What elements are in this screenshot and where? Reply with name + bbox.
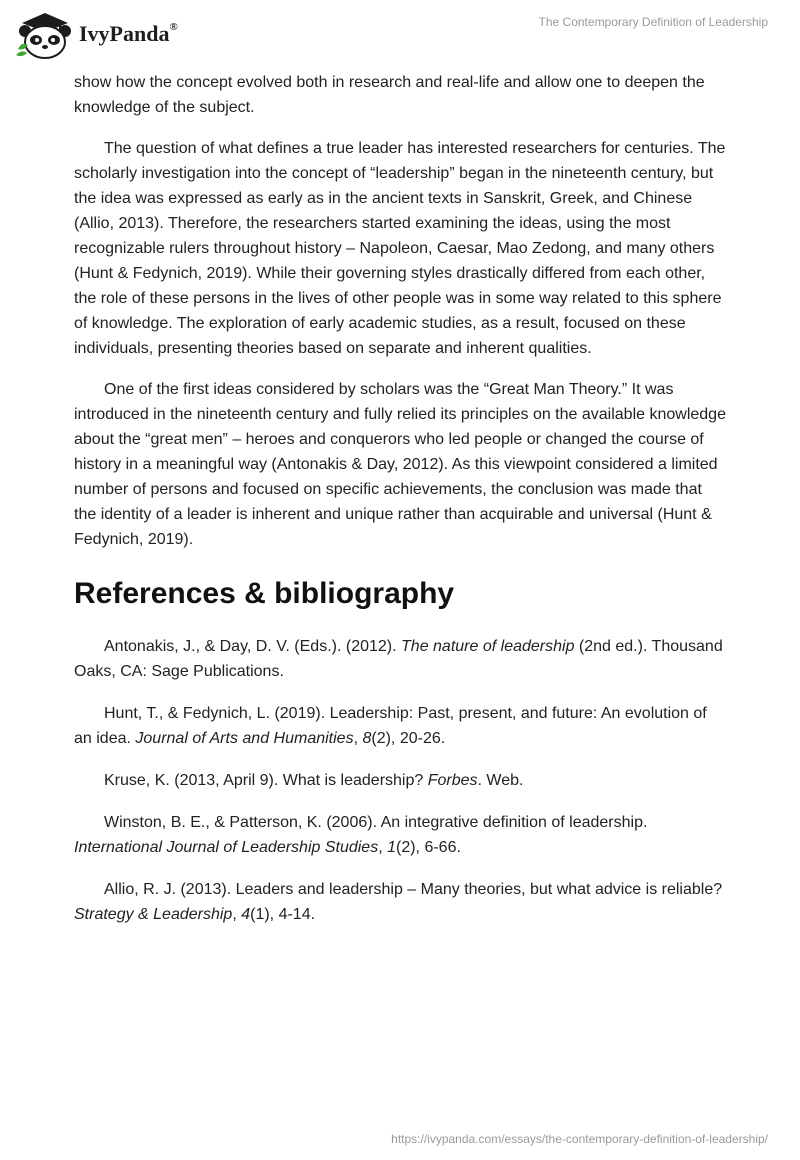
reference-item: Allio, R. J. (2013). Leaders and leadership – Many theories, but what advice is reliable? Strategy & Leadership, 4(1), 4-14. bbox=[74, 881, 723, 923]
reference-item: Winston, B. E., & Patterson, K. (2006). An integrative definition of leadership. International Journal of Leadership Studies, 1(2), 6-66. bbox=[74, 814, 648, 856]
reference-item: Kruse, K. (2013, April 9). What is leadership? Forbes. Web. bbox=[104, 772, 524, 789]
logo-wordmark: IvyPanda® bbox=[79, 20, 178, 46]
body-paragraph: show how the concept evolved both in research and real-life and allow one to deepen the knowledge of the subject. bbox=[74, 74, 705, 116]
reference-item: Antonakis, J., & Day, D. V. (Eds.). (2012). The nature of leadership (2nd ed.). Thousand Oaks, CA: Sage Publications. bbox=[74, 638, 723, 680]
document-title: The Contemporary Definition of Leadership bbox=[538, 15, 768, 29]
page-header bbox=[0, 0, 800, 70]
references-heading: References & bibliography bbox=[74, 577, 455, 610]
body-paragraph: The question of what defines a true leader has interested researchers for centuries. The scholarly investigation into the concept of “leadership” began in the nineteenth century, but the idea was expressed as early as in the ancient texts in Sanskrit, Greek, and Chinese (Allio, 2013). Therefore, the researchers started examining the ideas, using the most recognizable rulers throughout history – Napoleon, Caesar, Mao Zedong, and many others (Hunt & Fedynich, 2019). While their governing styles drastically differed from each other, the role of these persons in the lives of other people was in some way related to this sphere of knowledge. The exploration of early academic studies, as a result, focused on these individuals, presenting theories based on separate and inherent qualities. bbox=[74, 140, 726, 357]
essay-content bbox=[74, 70, 726, 944]
reference-item: Hunt, T., & Fedynich, L. (2019). Leadership: Past, present, and future: An evolution of an idea. Journal of Arts and Humanities, 8(2), 20-26. bbox=[74, 705, 707, 747]
source-url[interactable]: https://ivypanda.com/essays/the-contemporary-definition-of-leadership/ bbox=[391, 1132, 768, 1146]
ivypanda-logo[interactable] bbox=[14, 9, 204, 61]
body-paragraph: One of the first ideas considered by scholars was the “Great Man Theory.” It was introduced in the nineteenth century and fully relied its principles on the available knowledge about the “great men” – heroes and conquerors who led people or changed the course of history in a meaningful way (Antonakis & Day, 2012). As this viewpoint considered a limited number of persons and focused on specific achievements, the conclusion was made that the identity of a leader is inherent and unique rather than acquirable and universal (Hunt & Fedynich, 2019). bbox=[74, 381, 726, 548]
panda-graduate-icon bbox=[14, 9, 76, 61]
